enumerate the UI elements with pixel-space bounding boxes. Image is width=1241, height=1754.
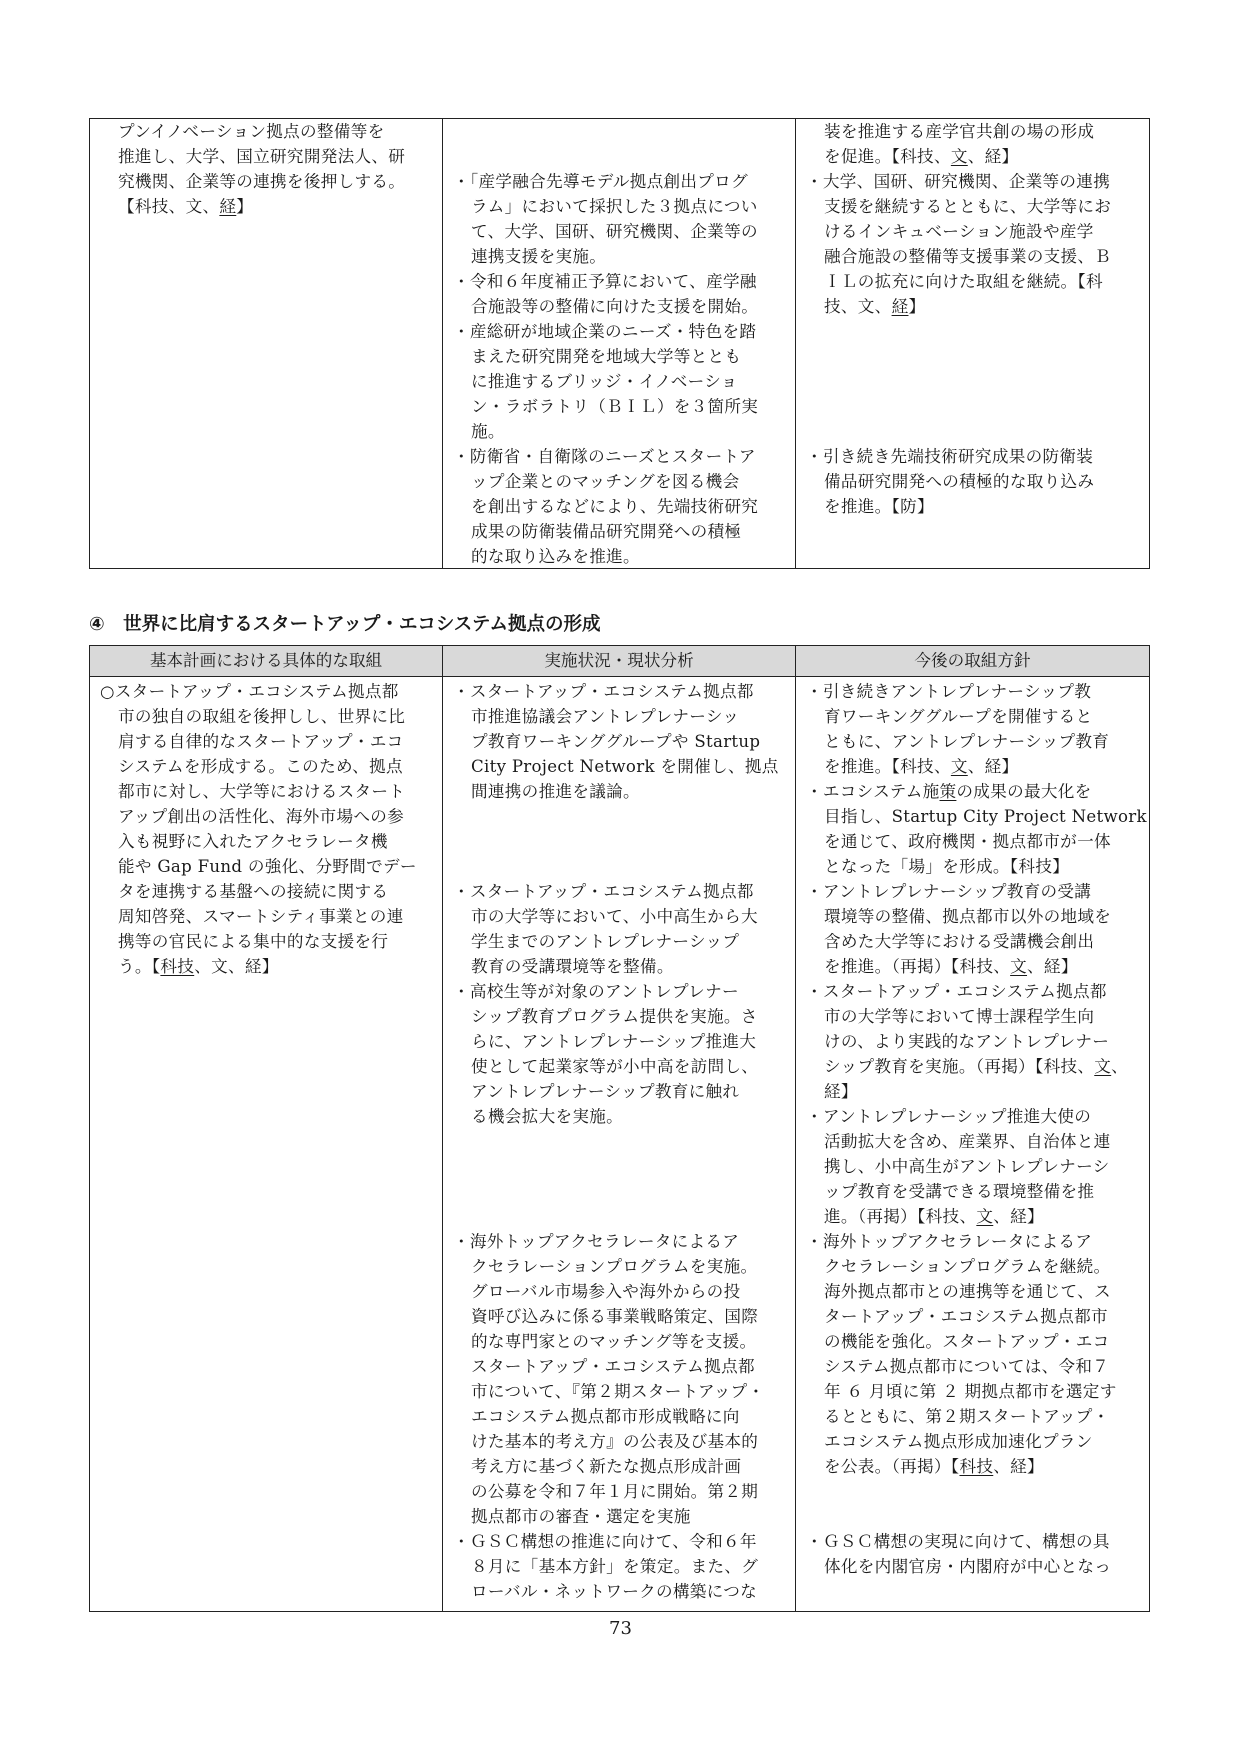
header-status: 実施状況・現状分析 xyxy=(443,646,796,676)
text-line: 連携支援を実施。 xyxy=(471,247,607,266)
upper-table xyxy=(89,118,1150,569)
text-line: るとともに、第２期スタートアップ・ xyxy=(824,1407,1110,1426)
text-line: ＩＬの拡充に向けた取組を継続。【科 xyxy=(824,272,1103,291)
text-line: ・「産学融合先導モデル拠点創出プログ xyxy=(453,172,748,191)
text-line: けた基本的考え方』の公表及び基本的 xyxy=(471,1432,759,1451)
text-line: ローバル・ネットワークの構築につな xyxy=(471,1582,758,1601)
text-line: シップ教育プログラム提供を実施。さ xyxy=(471,1007,758,1026)
text-line: を推進。【科技、文、経】 xyxy=(824,757,1019,776)
text-line: システムを形成する。このため、拠点 xyxy=(118,757,403,776)
text-line: を推進。（再掲）【科技、文、経】 xyxy=(824,957,1078,976)
text-line: アントレプレナーシップ教育に触れ xyxy=(471,1082,740,1101)
text-line: を創出するなどにより、先端技術研究 xyxy=(471,497,759,516)
text-line: らに、アントレプレナーシップ推進大 xyxy=(471,1032,757,1051)
text-line: の機能を強化。スタートアップ・エコ xyxy=(824,1332,1110,1351)
text-line: 技、文、経】 xyxy=(824,297,926,316)
text-line: ・アントレプレナーシップ推進大使の xyxy=(806,1107,1092,1126)
text-line: City Project Network を開催し、拠点 xyxy=(471,757,779,776)
text-line: 市推進協議会アントレプレナーシッ xyxy=(471,707,740,726)
table-header-row xyxy=(89,645,1150,677)
lower-col-plan xyxy=(90,676,443,1611)
text-line: を公表。（再掲）【科技、経】 xyxy=(824,1457,1044,1476)
section-title: ④ 世界に比肩するスタートアップ・エコシステム拠点の形成 xyxy=(89,614,601,635)
text-line: ・令和６年度補正予算において、産学融 xyxy=(453,272,757,291)
text-line: 究機関、企業等の連携を後押しする。 xyxy=(118,172,406,191)
text-line: 進。（再掲）【科技、文、経】 xyxy=(824,1207,1044,1226)
text-line: けの、より実践的なアントレプレナー xyxy=(824,1032,1110,1051)
text-line: 年 ６ 月頃に第 ２ 期拠点都市を選定す xyxy=(824,1382,1117,1401)
upper-col-status xyxy=(443,119,796,568)
text-line: て、大学、国研、研究機関、企業等の xyxy=(471,222,758,241)
text-line: プンイノベーション拠点の整備等を xyxy=(118,122,385,141)
text-line: 学生までのアントレプレナーシップ xyxy=(471,932,740,951)
header-plan: 基本計画における具体的な取組 xyxy=(90,646,443,676)
text-line: 活動拡大を含め、産業界、自治体と連 xyxy=(824,1132,1111,1151)
text-line: ・ＧＳＣ構想の実現に向けて、構想の具 xyxy=(806,1532,1110,1551)
text-line: 市の独自の取組を後押しし、世界に比 xyxy=(118,707,406,726)
text-line: の公募を令和７年１月に開始。第２期 xyxy=(471,1482,759,1501)
text-line: 推進し、大学、国立研究開発法人、研 xyxy=(118,147,406,166)
text-line: 支援を継続するとともに、大学等にお xyxy=(824,197,1112,216)
text-line: 育ワーキンググループを開催すると xyxy=(824,707,1093,726)
text-line: グローバル市場参入や海外からの投 xyxy=(471,1282,741,1301)
text-line: ・高校生等が対象のアントレプレナー xyxy=(453,982,739,1001)
text-line: ・アントレプレナーシップ教育の受講 xyxy=(806,882,1092,901)
header-future: 今後の取組方針 xyxy=(914,651,1031,670)
text-line: プ教育ワーキンググループや Startup xyxy=(471,732,761,751)
text-line: タを連携する基盤への接続に関する xyxy=(118,882,389,901)
text-line: 環境等の整備、拠点都市以外の地域を xyxy=(824,907,1112,926)
text-line: ○スタートアップ・エコシステム拠点都 xyxy=(100,682,399,701)
text-line: 合施設等の整備に向けた支援を開始。 xyxy=(471,297,759,316)
text-line: アップ創出の活性化、海外市場への参 xyxy=(118,807,405,826)
text-line: ・大学、国研、研究機関、企業等の連携 xyxy=(806,172,1111,191)
text-line: ・産総研が地域企業のニーズ・特色を踏 xyxy=(453,322,757,341)
text-line: システム拠点都市については、令和７ xyxy=(824,1357,1110,1376)
upper-col-plan xyxy=(90,119,443,568)
page-number: 73 xyxy=(609,1618,632,1639)
text-line: 装を推進する産学官共創の場の形成 xyxy=(824,122,1095,141)
text-line: 成果の防衛装備品研究開発への積極 xyxy=(471,522,742,541)
text-line: となった「場」を形成。【科技】 xyxy=(824,857,1070,876)
text-line: タートアップ・エコシステム拠点都市 xyxy=(824,1307,1108,1326)
text-line: 携し、小中高生がアントレプレナーシ xyxy=(824,1157,1110,1176)
text-line: う。【科技、文、経】 xyxy=(118,957,279,976)
text-line: 携等の官民による集中的な支援を行 xyxy=(118,932,389,951)
text-line: ・スタートアップ・エコシステム拠点都 xyxy=(806,982,1107,1001)
text-line: エコシステム拠点都市形成戦略に向 xyxy=(471,1407,740,1426)
text-line: 目指し、Startup City Project Network xyxy=(824,807,1147,826)
text-line: スタートアップ・エコシステム拠点都 xyxy=(471,1357,755,1376)
text-line: 使として起業家等が小中高を訪問し、 xyxy=(471,1057,759,1076)
text-line: ・エコシステム施策の成果の最大化を xyxy=(806,782,1092,801)
lower-col-future xyxy=(796,676,1149,1611)
text-line: 海外拠点都市との連携等を通じて、ス xyxy=(824,1282,1111,1301)
text-line: ・ＧＳＣ構想の推進に向けて、令和６年 xyxy=(453,1532,757,1551)
text-line: 市について、『第２期スタートアップ・ xyxy=(471,1382,765,1401)
text-line: 備品研究開発への積極的な取り込み xyxy=(824,472,1095,491)
text-line: 市の大学等において、小中高生から大 xyxy=(471,907,758,926)
text-line: 融合施設の整備等支援事業の支援、Ｂ xyxy=(824,247,1112,266)
text-line: 的な専門家とのマッチング等を支援。 xyxy=(471,1332,757,1351)
lower-col-status xyxy=(443,676,796,1611)
text-line: エコシステム拠点形成加速化プラン xyxy=(824,1432,1093,1451)
text-line: 施。 xyxy=(471,422,505,441)
text-line: ラム」において採択した３拠点につい xyxy=(471,197,758,216)
text-line: 考え方に基づく新たな拠点形成計画 xyxy=(471,1457,742,1476)
text-line: 肩する自律的なスタートアップ・エコ xyxy=(118,732,404,751)
text-line: を通じて、政府機関・拠点都市が一体 xyxy=(824,832,1111,851)
text-line: まえた研究開発を地域大学等ととも xyxy=(471,347,742,366)
text-line: ン・ラボラトリ（ＢＩＬ）を３箇所実 xyxy=(471,397,759,416)
text-line: ・引き続き先端技術研究成果の防衛装 xyxy=(806,447,1094,466)
text-line: 経】 xyxy=(824,1082,858,1101)
text-line: を促進。【科技、文、経】 xyxy=(824,147,1019,166)
text-line: 資呼び込みに係る事業戦略策定、国際 xyxy=(471,1307,759,1326)
text-line: 的な取り込みを推進。 xyxy=(471,547,640,566)
text-line: ップ企業とのマッチングを図る機会 xyxy=(471,472,740,491)
text-line: 【科技、文、経】 xyxy=(118,197,254,216)
lower-table xyxy=(89,676,1150,1612)
text-line: 周知啓発、スマートシティ事業との連 xyxy=(118,907,404,926)
text-line: ８月に「基本方針」を策定。また、グ xyxy=(471,1557,759,1576)
text-line: 含めた大学等における受講機会創出 xyxy=(824,932,1095,951)
text-line: 市の大学等において博士課程学生向 xyxy=(824,1007,1095,1026)
text-line: ・防衛省・自衛隊のニーズとスタートア xyxy=(453,447,756,466)
text-line: ともに、アントレプレナーシップ教育 xyxy=(824,732,1110,751)
text-line: けるインキュベーション施設や産学 xyxy=(824,222,1094,241)
text-line: 都市に対し、大学等におけるスタート xyxy=(118,782,406,801)
text-line: 体化を内閣官房・内閣府が中心となっ xyxy=(824,1557,1112,1576)
text-line: ・スタートアップ・エコシステム拠点都 xyxy=(453,682,754,701)
upper-col-future xyxy=(796,119,1149,568)
text-line: シップ教育を実施。（再掲）【科技、文、 xyxy=(824,1057,1129,1076)
text-line: る機会拡大を実施。 xyxy=(471,1107,624,1126)
text-line: を推進。【防】 xyxy=(824,497,934,516)
text-line: ・海外トップアクセラレータによるア xyxy=(453,1232,740,1251)
text-line: に推進するブリッジ・イノベーショ xyxy=(471,372,738,391)
text-line: ップ教育を受講できる環境整備を推 xyxy=(824,1182,1095,1201)
text-line: 入も視野に入れたアクセラレータ機 xyxy=(118,832,388,851)
text-line: クセラレーションプログラムを継続。 xyxy=(824,1257,1111,1276)
text-line: ・引き続きアントレプレナーシップ教 xyxy=(806,682,1092,701)
text-line: 教育の受講環境等を整備。 xyxy=(471,957,674,976)
text-line: 能や Gap Fund の強化、分野間でデー xyxy=(118,857,417,876)
text-line: クセラレーションプログラムを実施。 xyxy=(471,1257,758,1276)
text-line: 拠点都市の審査・選定を実施 xyxy=(471,1507,691,1526)
text-line: 間連携の推進を議論。 xyxy=(471,782,640,801)
text-line: ・海外トップアクセラレータによるア xyxy=(806,1232,1093,1251)
text-line: ・スタートアップ・エコシステム拠点都 xyxy=(453,882,754,901)
